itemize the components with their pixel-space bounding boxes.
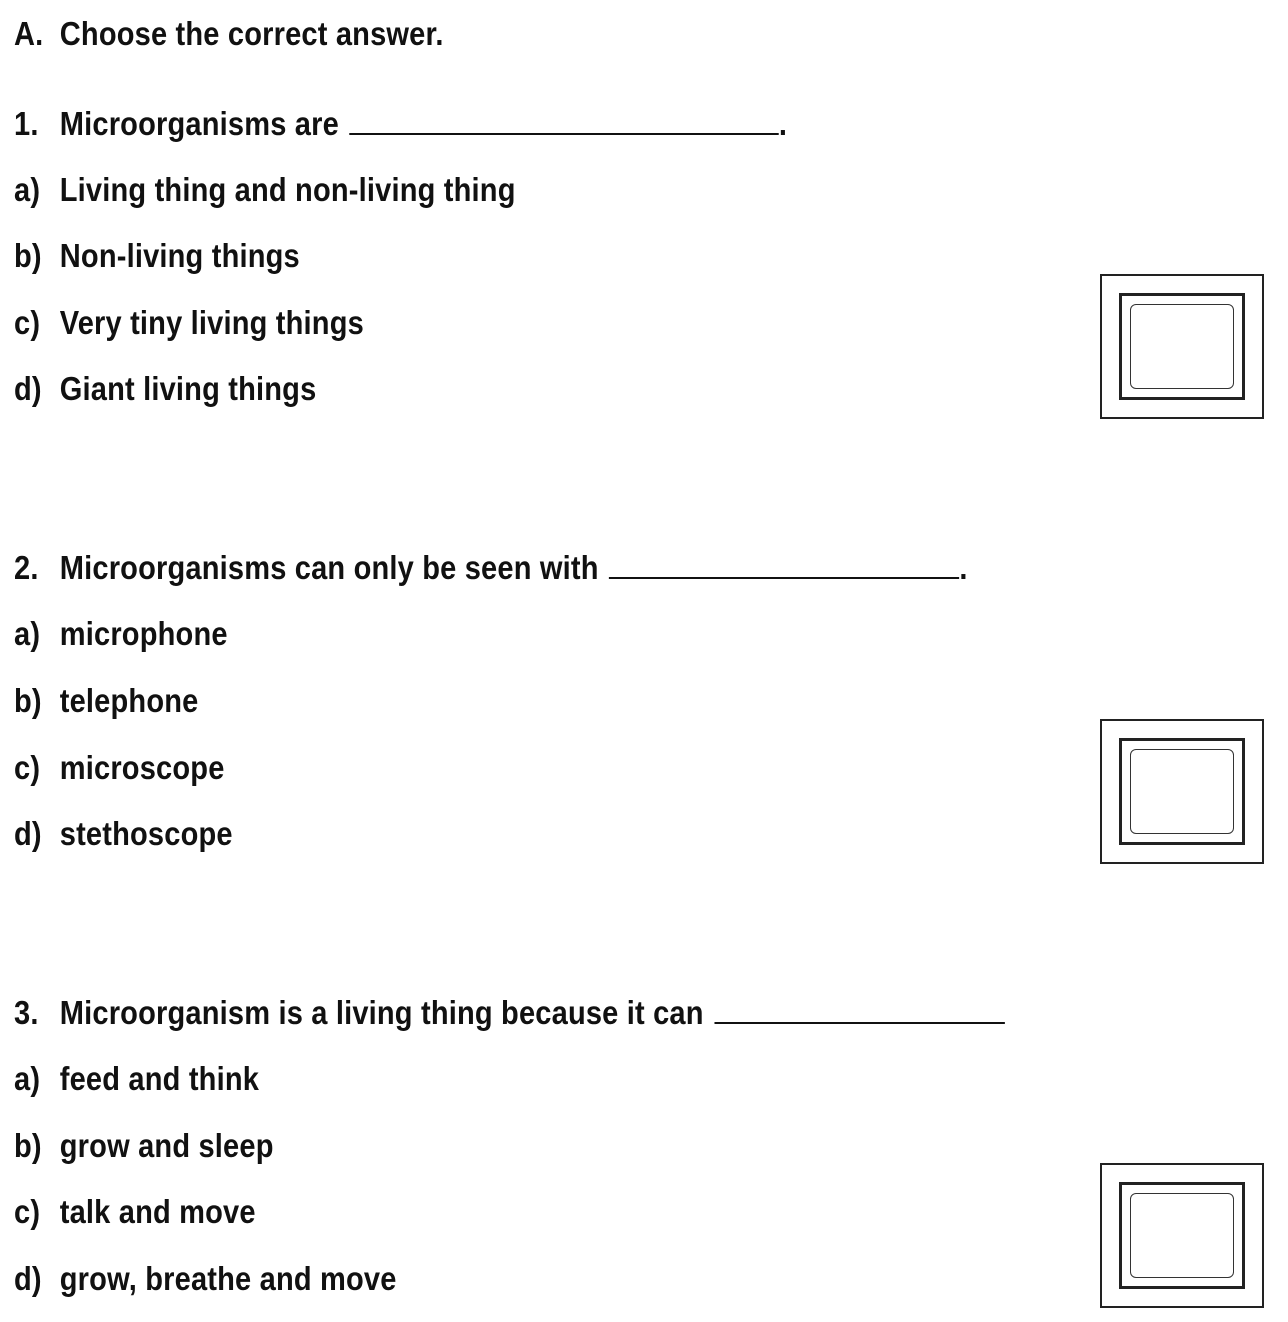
option-marker: b) — [14, 237, 42, 274]
option-marker: c) — [14, 1193, 41, 1230]
question-1 — [14, 104, 787, 144]
answer-box-frame — [1119, 1182, 1245, 1289]
question-1-answer-box[interactable] — [1100, 274, 1264, 419]
answer-box-frame — [1119, 293, 1245, 400]
question-1-blank[interactable] — [349, 105, 778, 135]
question-2-end: . — [959, 549, 968, 586]
question-2 — [14, 548, 968, 588]
question-1-option-a[interactable] — [14, 170, 516, 210]
option-marker: d) — [14, 370, 42, 407]
option-text: Very tiny living things — [59, 304, 364, 341]
option-marker: c) — [14, 304, 41, 341]
option-text: Giant living things — [59, 370, 317, 407]
option-text: telephone — [59, 682, 199, 719]
option-marker: c) — [14, 749, 41, 786]
option-text: Non-living things — [59, 237, 300, 274]
question-3-number: 3. — [14, 994, 39, 1031]
question-3-option-a[interactable] — [14, 1059, 259, 1099]
answer-box-field — [1130, 304, 1234, 389]
section-instruction: Choose the correct answer. — [59, 15, 444, 52]
option-text: stethoscope — [59, 815, 233, 852]
question-1-option-b[interactable] — [14, 236, 300, 276]
question-2-number: 2. — [14, 549, 39, 586]
option-marker: a) — [14, 1060, 41, 1097]
question-1-text: Microorganisms are — [59, 105, 339, 142]
section-heading — [14, 14, 444, 54]
question-2-option-a[interactable] — [14, 614, 228, 654]
question-3-option-c[interactable] — [14, 1192, 256, 1232]
option-text: grow and sleep — [59, 1127, 274, 1164]
option-text: talk and move — [59, 1193, 256, 1230]
question-1-number: 1. — [14, 105, 39, 142]
question-3-answer-box[interactable] — [1100, 1163, 1264, 1308]
option-text: microphone — [59, 615, 228, 652]
question-3-blank[interactable] — [714, 994, 1004, 1024]
answer-box-frame — [1119, 738, 1245, 845]
option-text: microscope — [59, 749, 225, 786]
question-2-text: Microorganisms can only be seen with — [59, 549, 599, 586]
question-3-option-b[interactable] — [14, 1126, 274, 1166]
option-text: Living thing and non-living thing — [59, 171, 516, 208]
question-1-end: . — [778, 105, 788, 142]
option-marker: a) — [14, 171, 41, 208]
question-3-text: Microorganism is a living thing because it can — [59, 994, 704, 1031]
question-3 — [14, 993, 1005, 1033]
question-3-option-d[interactable] — [14, 1259, 397, 1299]
option-text: feed and think — [59, 1060, 260, 1097]
question-2-option-c[interactable] — [14, 748, 225, 788]
answer-box-field — [1130, 749, 1234, 834]
option-marker: d) — [14, 815, 42, 852]
option-marker: b) — [14, 1127, 42, 1164]
question-2-option-b[interactable] — [14, 681, 198, 721]
option-marker: b) — [14, 682, 42, 719]
question-1-option-c[interactable] — [14, 303, 364, 343]
option-text: grow, breathe and move — [59, 1260, 397, 1297]
question-2-answer-box[interactable] — [1100, 719, 1264, 864]
question-2-blank[interactable] — [609, 549, 959, 579]
option-marker: d) — [14, 1260, 42, 1297]
question-1-option-d[interactable] — [14, 369, 316, 409]
question-2-option-d[interactable] — [14, 814, 233, 854]
answer-box-field — [1130, 1193, 1234, 1278]
section-marker: A. — [14, 15, 44, 52]
option-marker: a) — [14, 615, 41, 652]
